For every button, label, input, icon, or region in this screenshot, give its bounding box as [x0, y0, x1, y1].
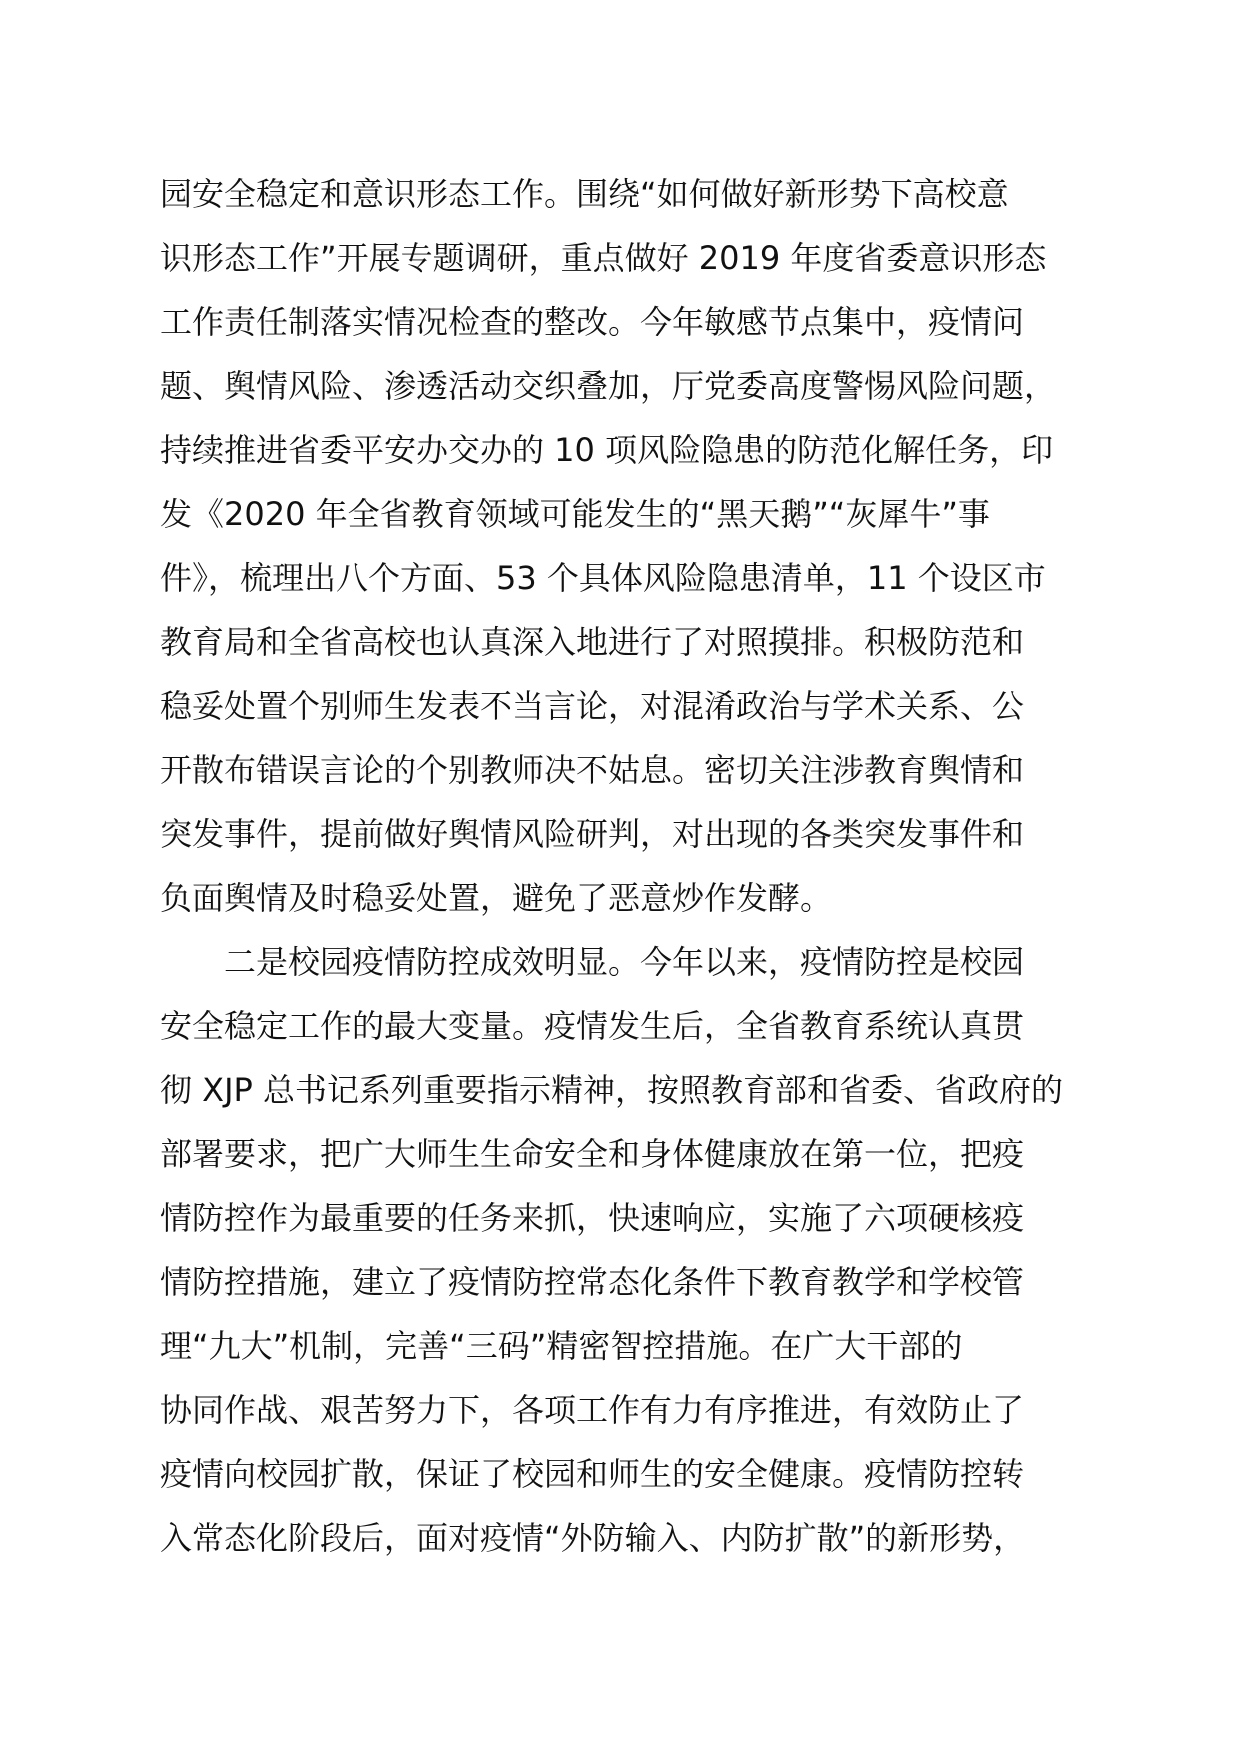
text-line: 识形态工作”开展专题调研，重点做好 2019 年度省委意识形态 [160, 239, 1047, 277]
text-line: 情防控作为最重要的任务来抓，快速响应，实施了六项硬核疫 [160, 1199, 1025, 1237]
text-line: 发《2020 年全省教育领域可能发生的“黑天鹅”“灰犀牛”事 [160, 495, 990, 533]
text-line: 件》，梳理出八个方面、53 个具体风险隐患清单，11 个设区市 [160, 559, 1046, 597]
text-line: 协同作战、艰苦努力下，各项工作有力有序推进，有效防止了 [160, 1391, 1025, 1429]
text-line: 题、舆情风险、渗透活动交织叠加，厅党委高度警惕风险问题， [160, 367, 1057, 405]
text-line: 教育局和全省高校也认真深入地进行了对照摸排。积极防范和 [160, 623, 1025, 661]
text-line: 工作责任制落实情况检查的整改。今年敏感节点集中，疫情问 [160, 303, 1025, 341]
text-line: 部署要求，把广大师生生命安全和身体健康放在第一位，把疫 [160, 1135, 1025, 1173]
text-line: 持续推进省委平安办交办的 10 项风险隐患的防范化解任务，印 [160, 431, 1054, 469]
text-line: 开散布错误言论的个别教师决不姑息。密切关注涉教育舆情和 [160, 751, 1025, 789]
text-line: 安全稳定工作的最大变量。疫情发生后，全省教育系统认真贯 [160, 1007, 1025, 1045]
text-line: 疫情向校园扩散，保证了校园和师生的安全健康。疫情防控转 [160, 1455, 1025, 1493]
paragraph-start-line: 二是校园疫情防控成效明显。今年以来，疫情防控是校园 [224, 943, 1025, 981]
text-line: 稳妥处置个别师生发表不当言论，对混淆政治与学术关系、公 [160, 687, 1025, 725]
text-line: 入常态化阶段后，面对疫情“外防输入、内防扩散”的新形势， [160, 1519, 1026, 1557]
text-line: 情防控措施，建立了疫情防控常态化条件下教育教学和学校管 [160, 1263, 1025, 1301]
text-line: 园安全稳定和意识形态工作。围绕“如何做好新形势下高校意 [160, 175, 1009, 213]
text-line: 突发事件，提前做好舆情风险研判，对出现的各类突发事件和 [160, 815, 1025, 853]
text-line: 彻 XJP 总书记系列重要指示精神，按照教育部和省委、省政府的 [160, 1071, 1064, 1109]
text-line: 理“九大”机制，完善“三码”精密智控措施。在广大干部的 [160, 1327, 963, 1365]
body-text [160, 162, 1120, 1570]
text-line: 负面舆情及时稳妥处置，避免了恶意炒作发酵。 [160, 879, 833, 917]
